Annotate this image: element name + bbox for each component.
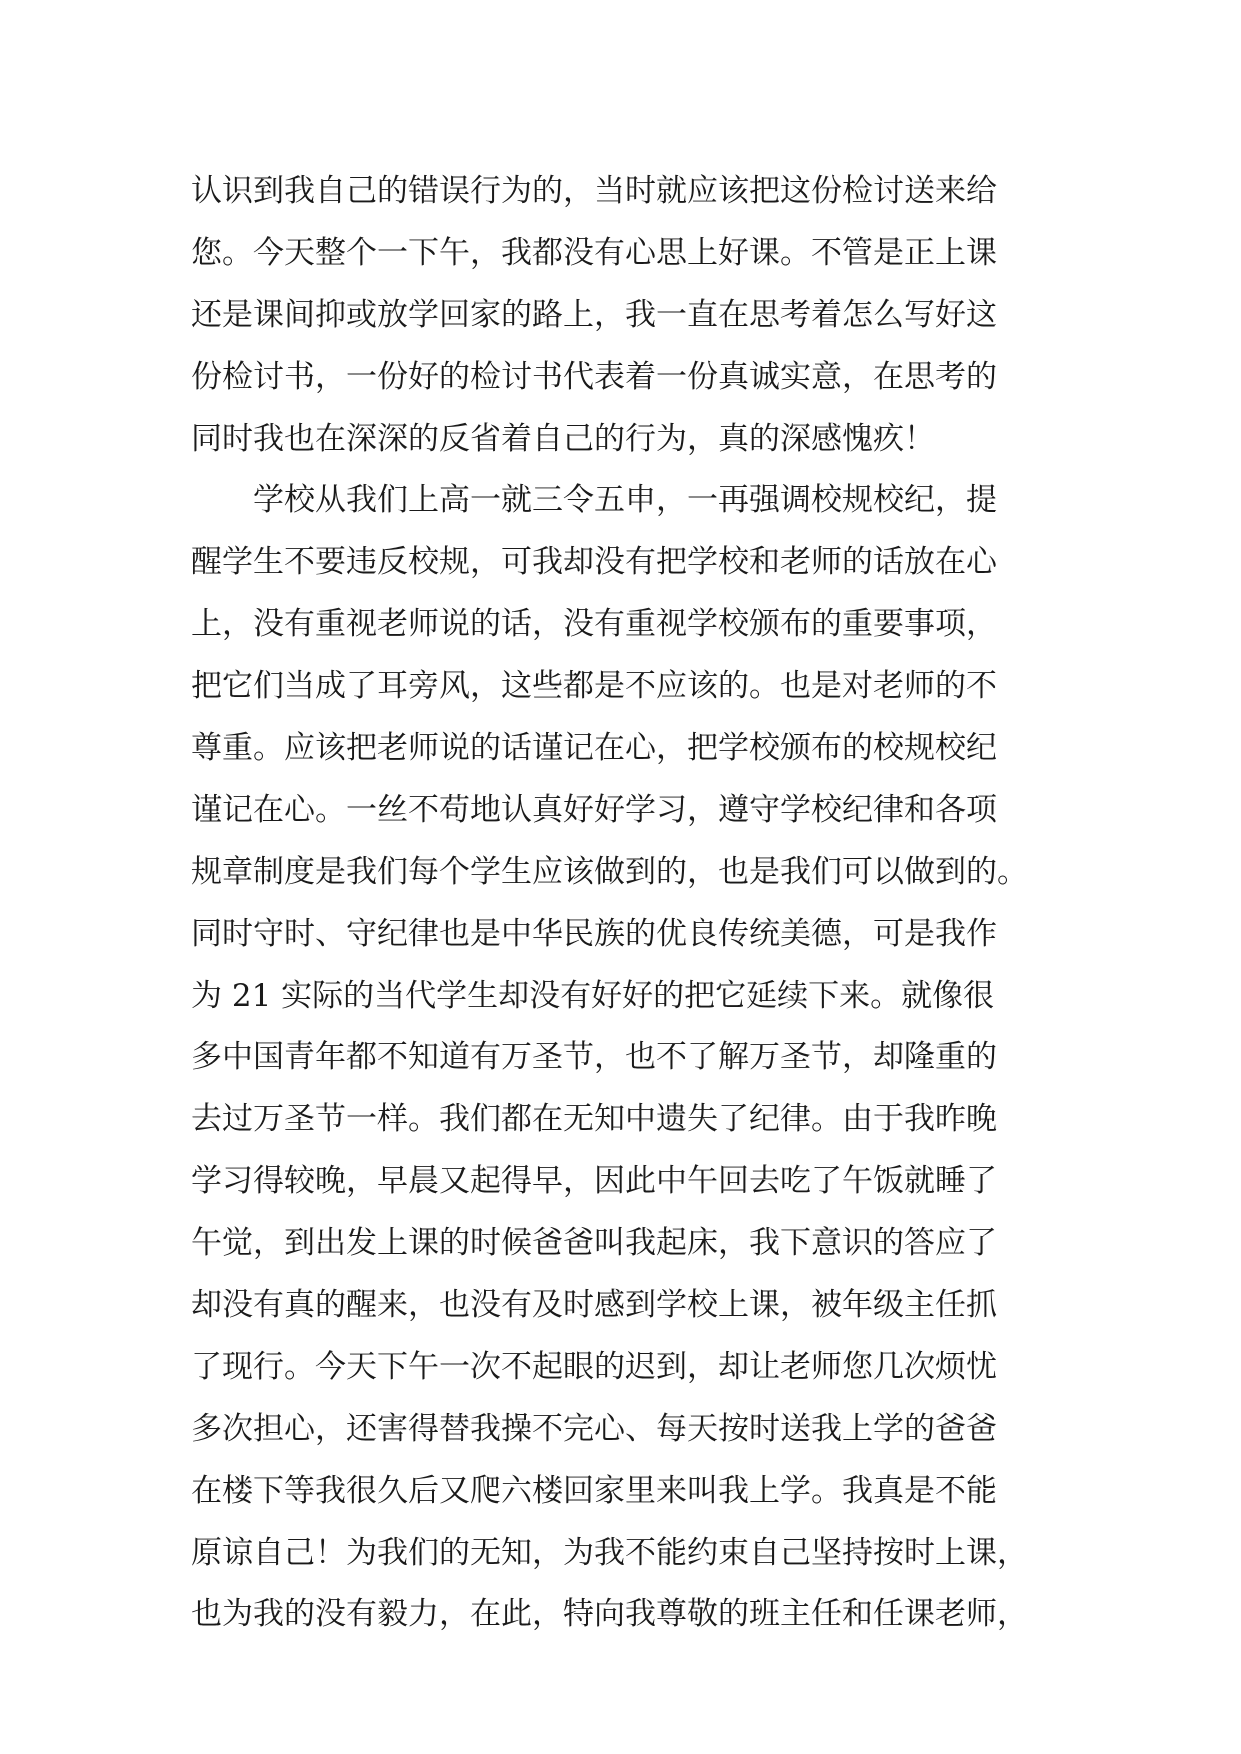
text-line: 上，没有重视老师说的话，没有重视学校颁布的重要事项， — [191, 606, 997, 643]
text-line: 醒学生不要违反校规，可我却没有把学校和老师的话放在心 — [191, 544, 997, 581]
text-line: 多次担心，还害得替我操不完心、每天按时送我上学的爸爸 — [191, 1410, 997, 1447]
text-line: 同时守时、守纪律也是中华民族的优良传统美德，可是我作 — [191, 915, 997, 952]
text-line: 多中国青年都不知道有万圣节，也不了解万圣节，却隆重的 — [191, 1039, 997, 1076]
text-line: 为 21 实际的当代学生却没有好好的把它延续下来。就像很 — [191, 977, 995, 1014]
text-line: 了现行。今天下午一次不起眼的迟到，却让老师您几次烦忧 — [191, 1348, 997, 1385]
text-line: 规章制度是我们每个学生应该做到的，也是我们可以做到的。 — [191, 853, 1028, 890]
text-line: 学习得较晚，早晨又起得早，因此中午回去吃了午饭就睡了 — [191, 1163, 997, 1200]
text-line: 还是课间抑或放学回家的路上，我一直在思考着怎么写好这 — [191, 296, 997, 333]
text-line: 却没有真的醒来，也没有及时感到学校上课，被年级主任抓 — [191, 1287, 997, 1324]
paragraph-start-line: 学校从我们上高一就三令五申，一再强调校规校纪，提 — [253, 482, 997, 519]
document-body — [191, 161, 1071, 1646]
text-line: 认识到我自己的错误行为的，当时就应该把这份检讨送来给 — [191, 173, 997, 209]
text-line: 把它们当成了耳旁风，这些都是不应该的。也是对老师的不 — [191, 668, 997, 705]
text-line: 谨记在心。一丝不苟地认真好好学习，遵守学校纪律和各项 — [191, 791, 997, 828]
text-line: 您。今天整个一下午，我都没有心思上好课。不管是正上课 — [191, 234, 997, 271]
text-line: 去过万圣节一样。我们都在无知中遗失了纪律。由于我昨晚 — [191, 1101, 997, 1138]
text-line: 尊重。应该把老师说的话谨记在心，把学校颁布的校规校纪 — [191, 730, 997, 767]
text-line: 份检讨书，一份好的检讨书代表着一份真诚实意，在思考的 — [191, 358, 997, 395]
text-line: 同时我也在深深的反省着自己的行为，真的深感愧疚！ — [191, 420, 935, 457]
text-line: 也为我的没有毅力，在此，特向我尊敬的班主任和任课老师， — [191, 1596, 1028, 1633]
text-line: 午觉，到出发上课的时候爸爸叫我起床，我下意识的答应了 — [191, 1225, 997, 1262]
text-line: 在楼下等我很久后又爬六楼回家里来叫我上学。我真是不能 — [191, 1472, 997, 1509]
text-line: 原谅自己！为我们的无知，为我不能约束自己坚持按时上课， — [191, 1534, 1028, 1571]
